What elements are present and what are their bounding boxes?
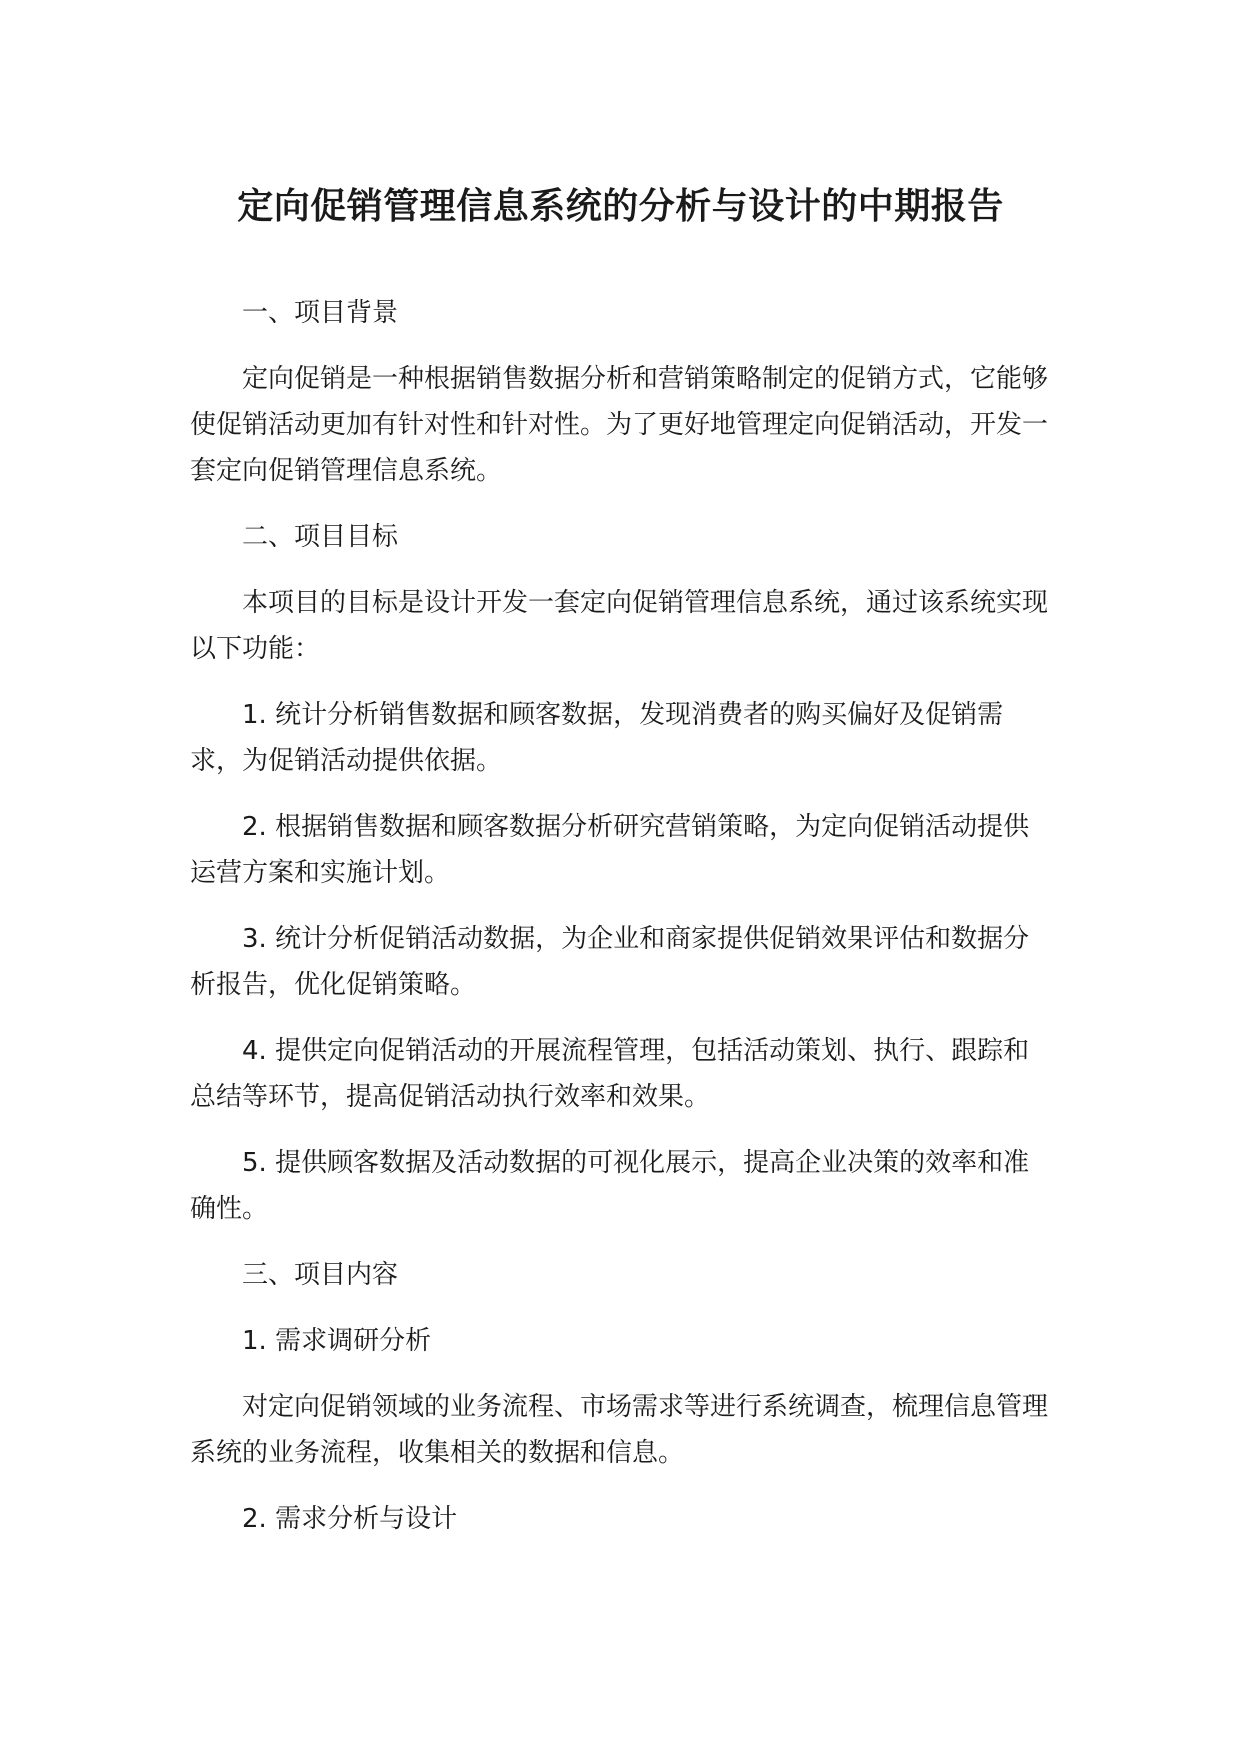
goal-item-1: 1. 统计分析销售数据和顾客数据，发现消费者的购买偏好及促销需求，为促销活动提供依据。	[190, 700, 1004, 776]
goal-item-4: 4. 提供定向促销活动的开展流程管理，包括活动策划、执行、跟踪和总结等环节，提高促销活动执行效率和效果。	[190, 1036, 1030, 1112]
subsection-heading-design: 2. 需求分析与设计	[242, 1504, 458, 1534]
goal-item-2: 2. 根据销售数据和顾客数据分析研究营销策略，为定向促销活动提供运营方案和实施计划。	[190, 812, 1030, 888]
goal-item-5: 5. 提供顾客数据及活动数据的可视化展示，提高企业决策的效率和准确性。	[190, 1148, 1030, 1224]
goal-item-3: 3. 统计分析促销活动数据，为企业和商家提供促销效果评估和数据分析报告，优化促销策略。	[190, 924, 1030, 1000]
document-title: 定向促销管理信息系统的分析与设计的中期报告	[237, 186, 1004, 227]
section-heading-content: 三、项目内容	[242, 1260, 399, 1290]
section-heading-background: 一、项目背景	[242, 298, 399, 328]
document-body	[190, 290, 1055, 1562]
paragraph-goals-intro: 本项目的目标是设计开发一套定向促销管理信息系统，通过该系统实现以下功能：	[190, 588, 1049, 664]
subsection-heading-research: 1. 需求调研分析	[242, 1326, 432, 1356]
paragraph-background: 定向促销是一种根据销售数据分析和营销策略制定的促销方式，它能够使促销活动更加有针对性和针对性。为了更好地管理定向促销活动，开发一套定向促销管理信息系统。	[190, 364, 1049, 486]
section-heading-goals: 二、项目目标	[242, 522, 399, 552]
paragraph-research: 对定向促销领域的业务流程、市场需求等进行系统调查，梳理信息管理系统的业务流程，收集相关的数据和信息。	[190, 1392, 1049, 1468]
